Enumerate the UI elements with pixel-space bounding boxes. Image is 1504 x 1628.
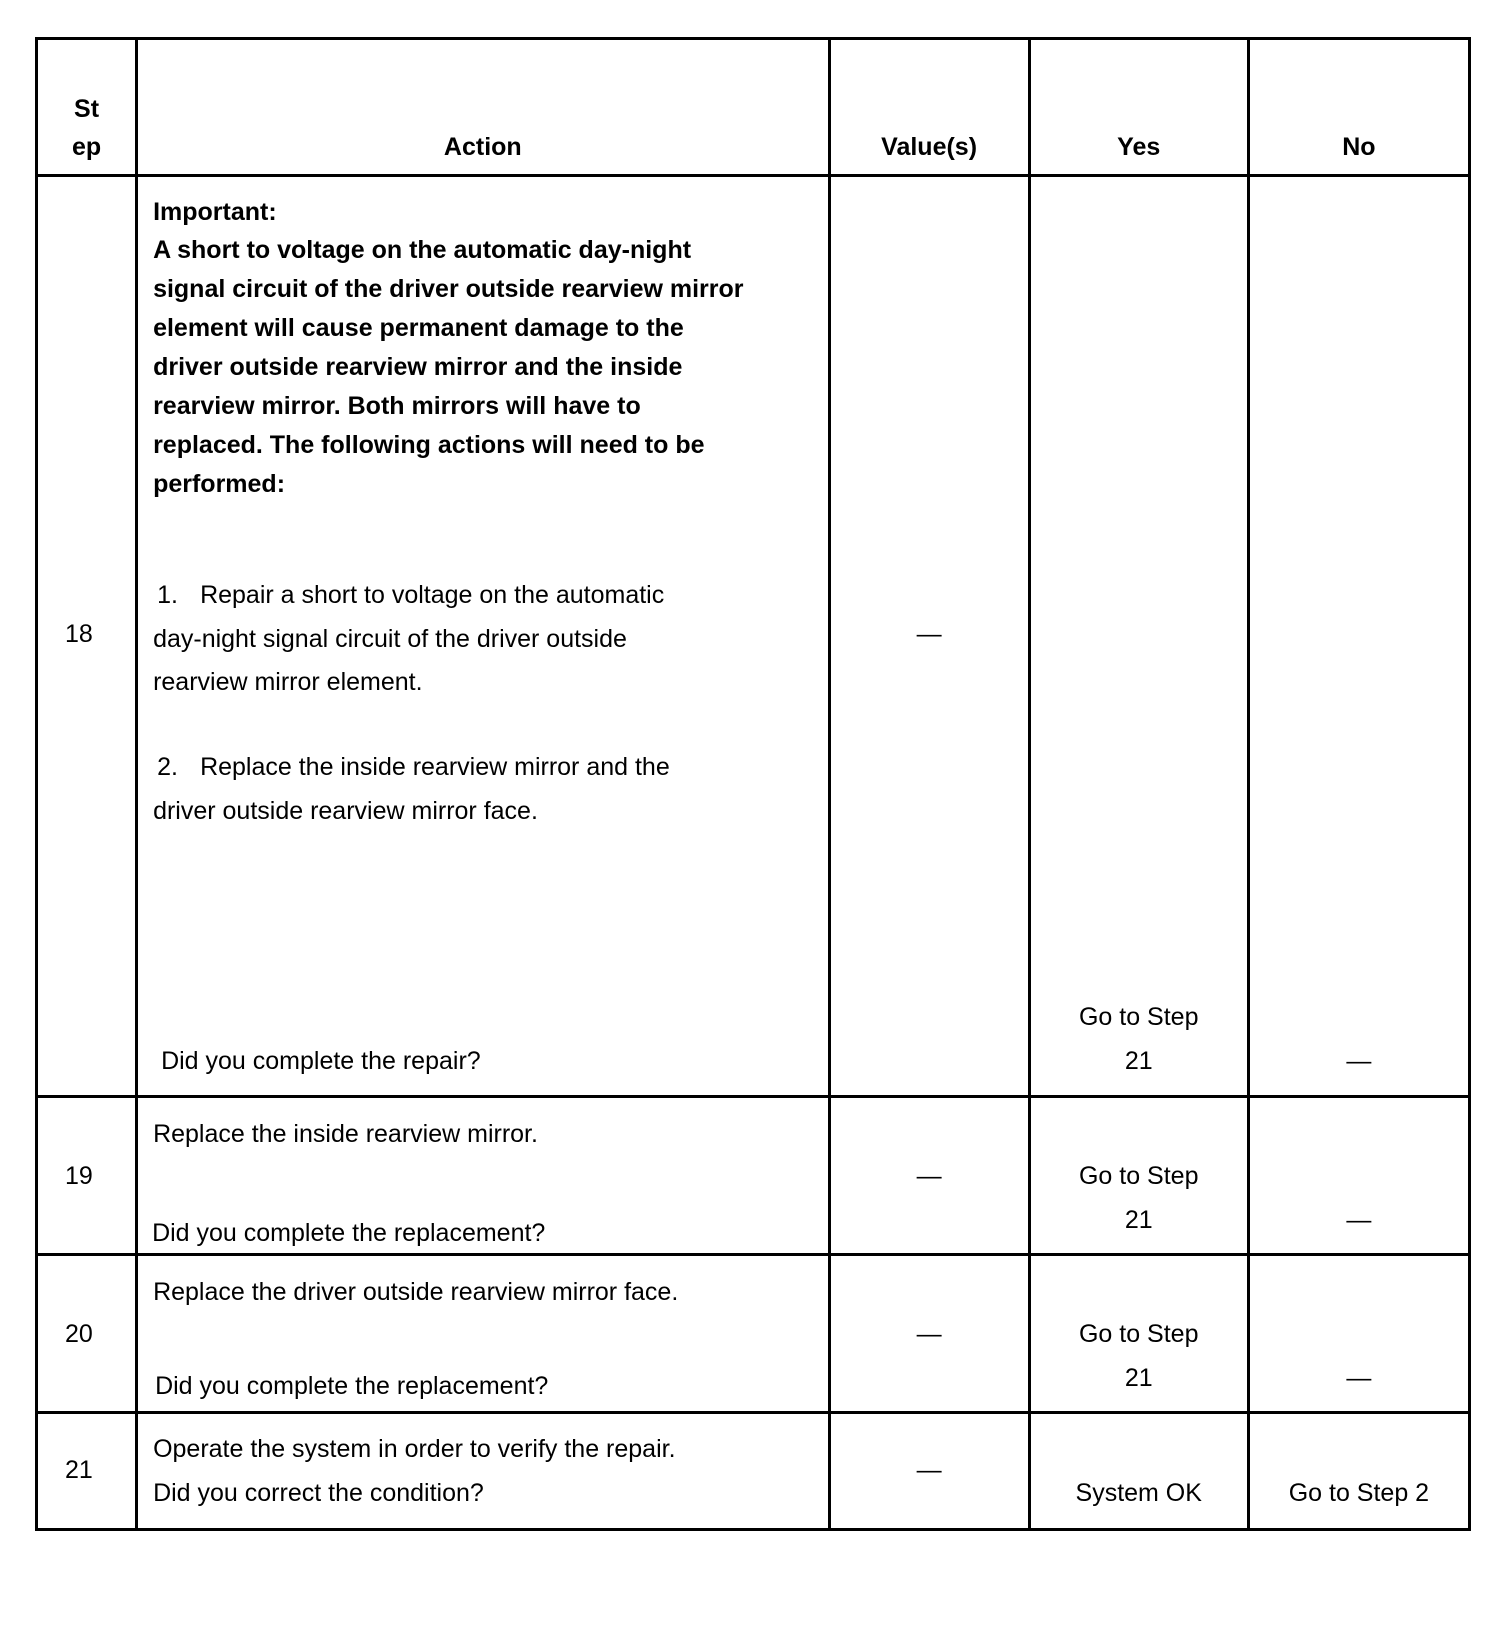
diagnostic-table xyxy=(35,37,1471,1531)
step-cell: 21 xyxy=(37,1413,137,1530)
header-row xyxy=(37,39,1470,176)
question-text: Did you complete the replacement? xyxy=(155,1372,549,1400)
table-row xyxy=(37,176,1470,1097)
action-cell: Replace the driver outside rearview mirror face. Did you complete the replacement? xyxy=(137,1255,829,1413)
yes-cell: Go to Step 21 xyxy=(1029,1097,1248,1255)
header-step: St ep xyxy=(37,39,137,176)
header-action: Action xyxy=(137,39,829,176)
header-yes: Yes xyxy=(1029,39,1248,176)
value-cell: — xyxy=(829,1255,1029,1413)
action-cell: Replace the inside rearview mirror. Did you complete the replacement? xyxy=(137,1097,829,1255)
no-cell: Go to Step 2 xyxy=(1248,1413,1469,1530)
no-cell: — xyxy=(1248,176,1469,1097)
yes-cell: Go to Step 21 xyxy=(1029,1255,1248,1413)
important-title: Important: xyxy=(153,198,277,226)
action-cell: Important: A short to voltage on the automatic day-night signal circuit of the driver outside rearview mirror element will cause permanent damage to the driver outside rearview mirror and the inside rearview mirror. Both mirrors will have to replaced. The following actions will need to be performed: 1. Repair a short to voltage on the automatic day-night signal circuit of the driver outside rearview mirror element. 2. Replace the inside rearview mirror and the driver outside rearview mirror face. Did you complete the repair? xyxy=(137,176,829,1097)
table-row xyxy=(37,1097,1470,1255)
list-item-number: 1. xyxy=(157,581,178,609)
header-no: No xyxy=(1248,39,1469,176)
action-cell: Operate the system in order to verify the repair. Did you correct the condition? xyxy=(137,1413,829,1530)
yes-cell: System OK xyxy=(1029,1413,1248,1530)
list-item-number: 2. xyxy=(157,753,178,781)
value-cell: — xyxy=(829,1413,1029,1530)
question-text: Did you correct the condition? xyxy=(153,1479,484,1507)
header-values: Value(s) xyxy=(829,39,1029,176)
question-text: Did you complete the repair? xyxy=(161,1047,481,1075)
yes-cell: Go to Step 21 xyxy=(1029,176,1248,1097)
no-cell: — xyxy=(1248,1097,1469,1255)
step-cell: 18 xyxy=(37,176,137,1097)
important-text: A short to voltage on the automatic day-night signal circuit of the driver outside rearview mirror element will cause permanent damage to the driver outside rearview mirror and the inside rearview mirror. Both mirrors will have to replaced. The following actions will need to be performed: xyxy=(153,236,744,498)
step-cell: 20 xyxy=(37,1255,137,1413)
step-cell: 19 xyxy=(37,1097,137,1255)
table-row xyxy=(37,1255,1470,1413)
no-cell: — xyxy=(1248,1255,1469,1413)
value-cell: — xyxy=(829,176,1029,1097)
table-row xyxy=(37,1413,1470,1530)
value-cell: — xyxy=(829,1097,1029,1255)
question-text: Did you complete the replacement? xyxy=(152,1219,546,1247)
